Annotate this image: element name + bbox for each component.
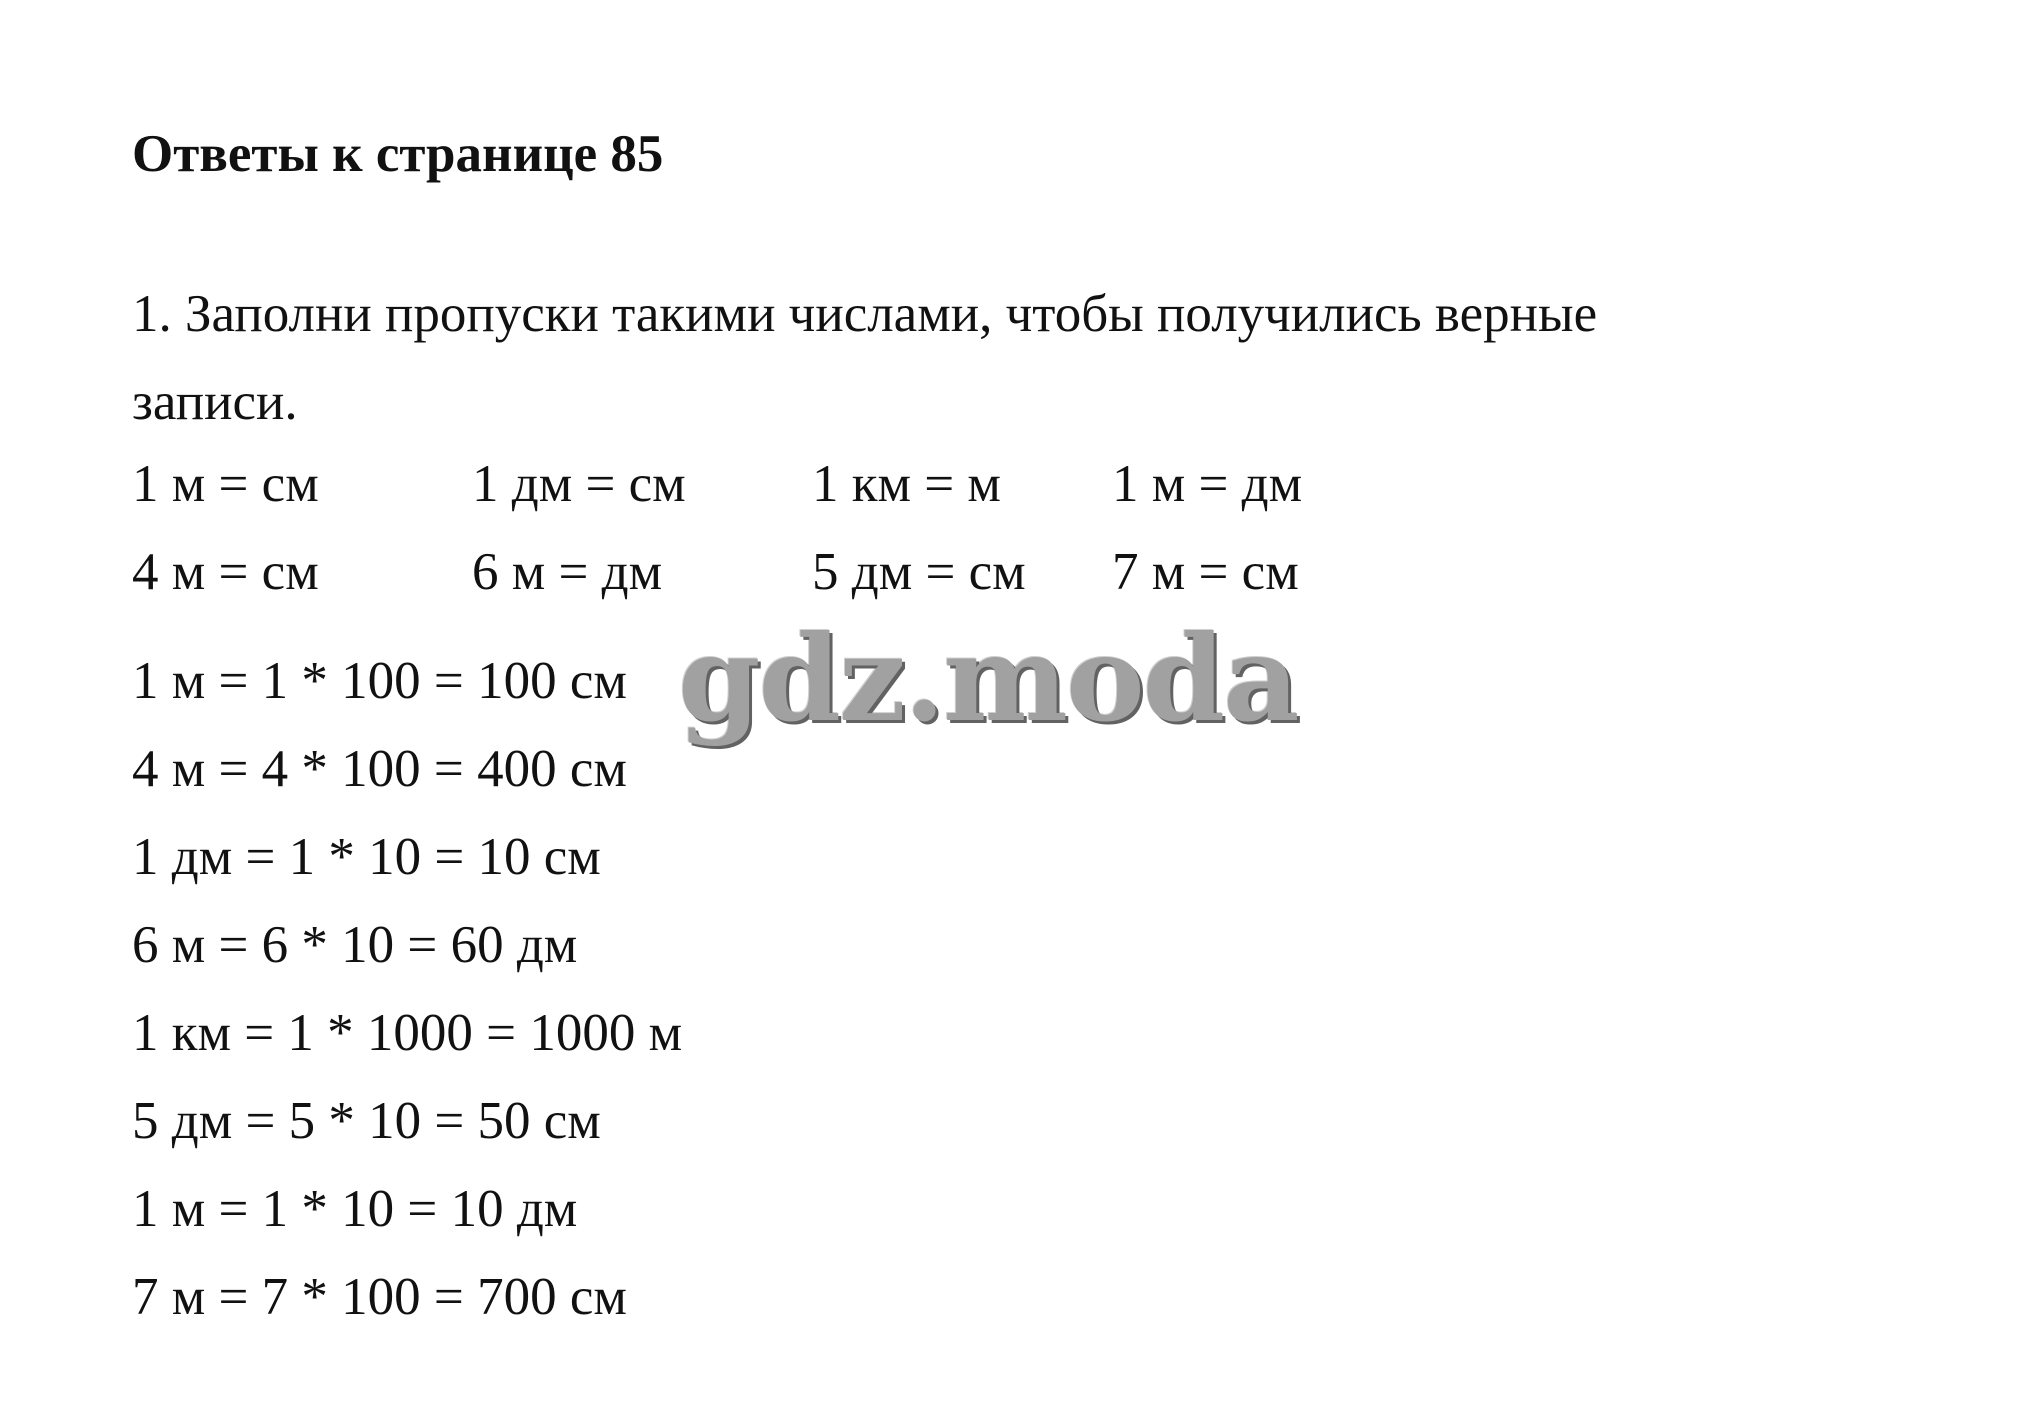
blank-item: 7 м = см: [1112, 543, 1299, 601]
blank-row: [132, 440, 1432, 528]
answer-line: 1 дм = 1 * 10 = 10 см: [132, 828, 601, 886]
blank-item: 4 м = см: [132, 543, 319, 601]
answer-list: [132, 637, 682, 1341]
answer-line: 4 м = 4 * 100 = 400 см: [132, 740, 627, 798]
answer-line: 1 м = 1 * 100 = 100 см: [132, 652, 627, 710]
blank-item: 5 дм = см: [812, 543, 1026, 601]
answer-line: 1 км = 1 * 1000 = 1000 м: [132, 1004, 683, 1062]
answer-line: 1 м = 1 * 10 = 10 дм: [132, 1180, 578, 1238]
task-line: записи.: [132, 373, 298, 431]
answer-line: 6 м = 6 * 10 = 60 дм: [132, 916, 578, 974]
task-line: 1. Заполни пропуски такими числами, чтобы получились верные: [132, 285, 1598, 343]
blank-row: [132, 528, 1432, 616]
task-statement: [132, 270, 1832, 446]
blank-item: 6 м = дм: [472, 543, 663, 601]
page-title: Ответы к странице 85: [132, 125, 664, 183]
blank-item: 1 км = м: [812, 455, 1001, 513]
answer-line: 5 дм = 5 * 10 = 50 см: [132, 1092, 601, 1150]
watermark-logo: gdz.moda: [678, 609, 1298, 748]
answer-line: 7 м = 7 * 100 = 700 см: [132, 1268, 627, 1326]
blank-exercises: [132, 440, 1432, 616]
blank-item: 1 дм = см: [472, 455, 686, 513]
blank-item: 1 м = см: [132, 455, 319, 513]
blank-item: 1 м = дм: [1112, 455, 1303, 513]
